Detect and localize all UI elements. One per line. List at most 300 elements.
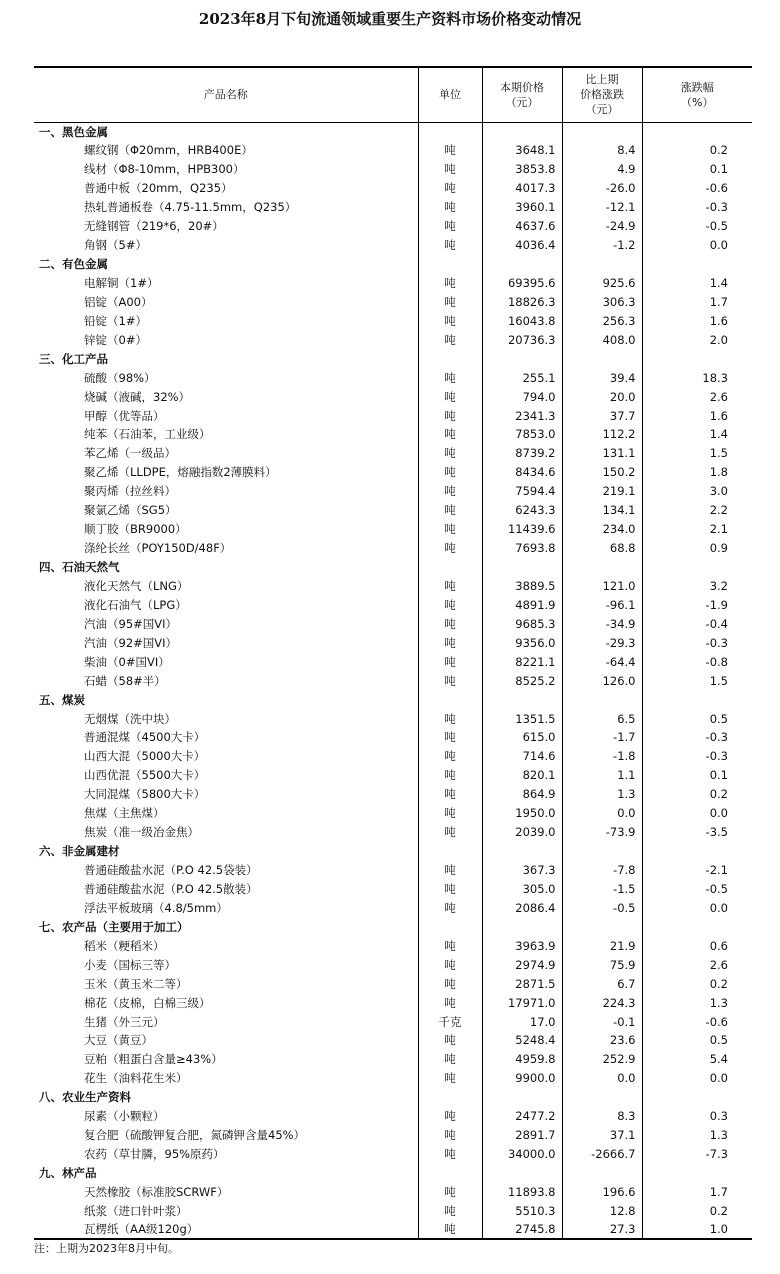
unit-cell: 吨 — [418, 1183, 482, 1202]
table-row — [34, 595, 752, 614]
table-row — [34, 330, 752, 349]
unit-cell: 吨 — [418, 425, 482, 444]
table-row — [34, 614, 752, 633]
unit-cell: 吨 — [418, 955, 482, 974]
current-price: 794.0 — [482, 387, 562, 406]
product-name: 汽油（92#国VI） — [84, 635, 178, 650]
empty-cell — [482, 842, 562, 861]
price-change: 224.3 — [562, 993, 642, 1012]
table-row — [34, 1201, 752, 1220]
price-change: 121.0 — [562, 577, 642, 596]
price-change: 252.9 — [562, 1050, 642, 1069]
table-row — [34, 993, 752, 1012]
current-price: 5510.3 — [482, 1201, 562, 1220]
unit-cell: 吨 — [418, 292, 482, 311]
table-header-row — [34, 67, 752, 122]
price-change: -2666.7 — [562, 1145, 642, 1164]
unit-cell: 吨 — [418, 595, 482, 614]
table-body — [34, 122, 752, 1239]
unit-cell: 吨 — [418, 766, 482, 785]
table-row — [34, 274, 752, 293]
unit-cell: 吨 — [418, 671, 482, 690]
change-percent: 1.4 — [642, 425, 752, 444]
unit-cell: 吨 — [418, 633, 482, 652]
unit-cell: 吨 — [418, 1126, 482, 1145]
current-price: 4959.8 — [482, 1050, 562, 1069]
price-change: 27.3 — [562, 1220, 642, 1239]
product-name: 铅锭（1#） — [84, 313, 147, 328]
empty-cell — [482, 690, 562, 709]
table-row — [34, 766, 752, 785]
current-price: 3963.9 — [482, 936, 562, 955]
category-name: 九、林产品 — [39, 1166, 97, 1181]
current-price: 8739.2 — [482, 444, 562, 463]
unit-cell: 吨 — [418, 444, 482, 463]
unit-cell: 吨 — [418, 1220, 482, 1239]
empty-cell — [482, 558, 562, 577]
change-percent: -0.5 — [642, 217, 752, 236]
table-row — [34, 1145, 752, 1164]
price-change: 75.9 — [562, 955, 642, 974]
product-name: 瓦楞纸（AA级120g） — [34, 1220, 418, 1239]
unit-cell: 吨 — [418, 406, 482, 425]
price-change: -7.8 — [562, 861, 642, 880]
change-percent: -0.8 — [642, 652, 752, 671]
price-change: 20.0 — [562, 387, 642, 406]
change-percent: -0.3 — [642, 747, 752, 766]
current-price: 11893.8 — [482, 1183, 562, 1202]
empty-cell — [562, 349, 642, 368]
table-row — [34, 1069, 752, 1088]
table-row — [34, 861, 752, 880]
current-price: 2341.3 — [482, 406, 562, 425]
empty-cell — [562, 255, 642, 274]
table-row — [34, 198, 752, 217]
price-change: -64.4 — [562, 652, 642, 671]
current-price: 8525.2 — [482, 671, 562, 690]
current-price: 3853.8 — [482, 160, 562, 179]
product-name: 大同混煤（5800大卡） — [84, 787, 206, 802]
empty-cell — [418, 842, 482, 861]
empty-cell — [418, 558, 482, 577]
price-table — [34, 66, 752, 1240]
current-price: 6243.3 — [482, 501, 562, 520]
change-percent: 18.3 — [642, 368, 752, 387]
change-percent: -1.9 — [642, 595, 752, 614]
current-price: 17.0 — [482, 1012, 562, 1031]
unit-cell: 吨 — [418, 179, 482, 198]
unit-cell: 吨 — [418, 330, 482, 349]
unit-cell: 吨 — [418, 501, 482, 520]
change-percent: -0.3 — [642, 728, 752, 747]
header-line: （元） — [585, 103, 619, 117]
change-percent: 0.2 — [642, 141, 752, 160]
change-percent: 0.5 — [642, 709, 752, 728]
unit-cell: 吨 — [418, 198, 482, 217]
empty-cell — [418, 122, 482, 141]
table-row — [34, 955, 752, 974]
unit-cell: 吨 — [418, 274, 482, 293]
table-row — [34, 823, 752, 842]
current-price: 2039.0 — [482, 823, 562, 842]
current-price: 4036.4 — [482, 236, 562, 255]
table-row — [34, 444, 752, 463]
price-change: 112.2 — [562, 425, 642, 444]
unit-cell: 吨 — [418, 482, 482, 501]
product-name: 铝锭（A00） — [84, 294, 153, 309]
product-name: 涤纶长丝（POY150D/48F） — [84, 541, 232, 556]
empty-cell — [642, 690, 752, 709]
current-price: 9356.0 — [482, 633, 562, 652]
price-change: -24.9 — [562, 217, 642, 236]
product-name: 农药（草甘膦，95%原药） — [84, 1147, 225, 1162]
change-percent: 0.3 — [642, 1107, 752, 1126]
change-percent: 1.7 — [642, 292, 752, 311]
price-change: -12.1 — [562, 198, 642, 217]
product-name: 普通中板（20mm，Q235） — [84, 181, 233, 196]
table-row — [34, 292, 752, 311]
header-change-percent — [642, 67, 752, 122]
unit-cell: 吨 — [418, 898, 482, 917]
table-row — [34, 520, 752, 539]
change-percent: 1.7 — [642, 1183, 752, 1202]
current-price: 8434.6 — [482, 463, 562, 482]
change-percent: 2.6 — [642, 387, 752, 406]
product-name: 聚氯乙烯（SG5） — [84, 503, 177, 518]
change-percent: 0.2 — [642, 785, 752, 804]
empty-cell — [482, 122, 562, 141]
empty-cell — [418, 349, 482, 368]
change-percent: 0.0 — [642, 236, 752, 255]
price-change: 408.0 — [562, 330, 642, 349]
current-price: 714.6 — [482, 747, 562, 766]
current-price: 4017.3 — [482, 179, 562, 198]
table-row — [34, 804, 752, 823]
unit-cell: 吨 — [418, 311, 482, 330]
change-percent: 0.0 — [642, 898, 752, 917]
empty-cell — [562, 558, 642, 577]
price-change: 6.5 — [562, 709, 642, 728]
table-row — [34, 1050, 752, 1069]
change-percent: 0.6 — [642, 936, 752, 955]
change-percent: 1.4 — [642, 274, 752, 293]
product-name: 普通混煤（4500大卡） — [84, 730, 206, 745]
empty-cell — [642, 255, 752, 274]
unit-cell: 吨 — [418, 936, 482, 955]
table-row — [34, 217, 752, 236]
price-change: 196.6 — [562, 1183, 642, 1202]
table-row — [34, 406, 752, 425]
product-name: 玉米（黄玉米二等） — [84, 976, 188, 991]
product-name: 液化天然气（LNG） — [84, 578, 189, 593]
product-name: 聚乙烯（LLDPE，熔融指数2薄膜料） — [84, 465, 277, 480]
current-price: 9685.3 — [482, 614, 562, 633]
change-percent: -2.1 — [642, 861, 752, 880]
page-title: 2023年8月下旬流通领域重要生产资料市场价格变动情况 — [198, 10, 582, 28]
table-row — [34, 671, 752, 690]
change-percent: -3.5 — [642, 823, 752, 842]
category-row — [34, 842, 752, 861]
unit-cell: 吨 — [418, 160, 482, 179]
unit-cell: 吨 — [418, 709, 482, 728]
price-change: -1.5 — [562, 880, 642, 899]
table-row — [34, 577, 752, 596]
unit-cell: 吨 — [418, 993, 482, 1012]
empty-cell — [642, 122, 752, 141]
table-row — [34, 1126, 752, 1145]
price-change: -26.0 — [562, 179, 642, 198]
product-name: 稻米（粳稻米） — [84, 938, 165, 953]
price-change: -73.9 — [562, 823, 642, 842]
current-price: 11439.6 — [482, 520, 562, 539]
empty-cell — [418, 1164, 482, 1183]
change-percent: -0.6 — [642, 1012, 752, 1031]
change-percent: 3.0 — [642, 482, 752, 501]
current-price: 255.1 — [482, 368, 562, 387]
current-price: 5248.4 — [482, 1031, 562, 1050]
header-line: （%） — [681, 95, 714, 109]
product-name: 浮法平板玻璃（4.8/5mm） — [84, 900, 228, 915]
price-change: 21.9 — [562, 936, 642, 955]
empty-cell — [642, 349, 752, 368]
change-percent: 0.1 — [642, 766, 752, 785]
table-row — [34, 880, 752, 899]
category-name: 四、石油天然气 — [39, 560, 120, 575]
product-name: 苯乙烯（一级品） — [84, 446, 176, 461]
product-name: 热轧普通板卷（4.75-11.5mm，Q235） — [84, 200, 297, 215]
table-row — [34, 311, 752, 330]
unit-cell: 吨 — [418, 823, 482, 842]
product-name: 天然橡胶（标准胶SCRWF） — [84, 1184, 229, 1199]
price-change: 306.3 — [562, 292, 642, 311]
empty-cell — [482, 255, 562, 274]
price-change: 6.7 — [562, 974, 642, 993]
empty-cell — [642, 842, 752, 861]
table-row — [34, 1012, 752, 1031]
product-name: 豆粕（粗蛋白含量≥43%） — [84, 1052, 223, 1067]
category-name: 八、农业生产资料 — [39, 1090, 131, 1105]
empty-cell — [418, 917, 482, 936]
category-name: 五、煤炭 — [39, 692, 85, 707]
change-percent: 0.9 — [642, 539, 752, 558]
product-name: 棉花（皮棉，白棉三级） — [84, 995, 211, 1010]
unit-cell: 吨 — [418, 747, 482, 766]
product-name: 生猪（外三元） — [84, 1014, 165, 1029]
table-row — [34, 652, 752, 671]
price-change: 925.6 — [562, 274, 642, 293]
price-change: 0.0 — [562, 1069, 642, 1088]
change-percent: 0.5 — [642, 1031, 752, 1050]
header-price-change — [562, 67, 642, 122]
table-row — [34, 1107, 752, 1126]
current-price: 3960.1 — [482, 198, 562, 217]
product-name: 普通硅酸盐水泥（P.O 42.5散装） — [84, 881, 258, 896]
header-line: 价格涨跌 — [580, 88, 624, 102]
product-name: 烧碱（液碱，32%） — [84, 389, 191, 404]
product-name: 山西优混（5500大卡） — [84, 768, 206, 783]
price-change: -0.5 — [562, 898, 642, 917]
current-price: 18826.3 — [482, 292, 562, 311]
table-row — [34, 709, 752, 728]
unit-cell: 吨 — [418, 236, 482, 255]
table-row — [34, 482, 752, 501]
header-line: 涨跌幅 — [680, 80, 714, 94]
empty-cell — [562, 917, 642, 936]
product-name: 柴油（0#国VI） — [84, 654, 170, 669]
product-name: 花生（油料花生米） — [84, 1071, 188, 1086]
unit-cell: 吨 — [418, 577, 482, 596]
current-price: 7853.0 — [482, 425, 562, 444]
unit-cell: 吨 — [418, 1050, 482, 1069]
price-change: 23.6 — [562, 1031, 642, 1050]
table-row — [34, 633, 752, 652]
empty-cell — [482, 1088, 562, 1107]
price-change: 12.8 — [562, 1201, 642, 1220]
product-name: 无缝钢管（219*6，20#） — [84, 219, 224, 234]
header-product-name: 产品名称 — [34, 67, 418, 122]
table-row — [34, 501, 752, 520]
empty-cell — [562, 1164, 642, 1183]
current-price: 367.3 — [482, 861, 562, 880]
current-price: 4637.6 — [482, 217, 562, 236]
empty-cell — [418, 255, 482, 274]
price-change: 234.0 — [562, 520, 642, 539]
table-row — [34, 387, 752, 406]
product-name: 甲醇（优等品） — [84, 408, 165, 423]
category-name: 七、农产品（主要用于加工） — [39, 919, 189, 934]
unit-cell: 吨 — [418, 785, 482, 804]
table-row — [34, 141, 752, 160]
price-change: 126.0 — [562, 671, 642, 690]
current-price: 16043.8 — [482, 311, 562, 330]
current-price: 305.0 — [482, 880, 562, 899]
product-name: 大豆（黄豆） — [84, 1033, 153, 1048]
current-price: 820.1 — [482, 766, 562, 785]
category-name: 六、非金属建材 — [39, 844, 120, 859]
category-row — [34, 255, 752, 274]
product-name: 焦炭（准一级冶金焦） — [84, 825, 199, 840]
empty-cell — [642, 917, 752, 936]
category-row — [34, 349, 752, 368]
product-name: 尿素（小颗粒） — [84, 1109, 165, 1124]
product-name: 小麦（国标三等） — [84, 957, 176, 972]
empty-cell — [562, 842, 642, 861]
table-row — [34, 936, 752, 955]
table-row — [34, 179, 752, 198]
category-row — [34, 690, 752, 709]
category-row — [34, 558, 752, 577]
unit-cell: 吨 — [418, 880, 482, 899]
price-change: 4.9 — [562, 160, 642, 179]
unit-cell: 吨 — [418, 539, 482, 558]
category-row — [34, 1164, 752, 1183]
product-name: 焦煤（主焦煤） — [84, 806, 165, 821]
unit-cell: 吨 — [418, 217, 482, 236]
table-row — [34, 728, 752, 747]
product-name: 石蜡（58#半） — [84, 673, 166, 688]
current-price: 1950.0 — [482, 804, 562, 823]
price-change: 39.4 — [562, 368, 642, 387]
category-row — [34, 122, 752, 141]
table-row — [34, 747, 752, 766]
change-percent: 1.0 — [642, 1220, 752, 1239]
category-name: 一、黑色金属 — [39, 124, 108, 139]
current-price: 7594.4 — [482, 482, 562, 501]
empty-cell — [418, 1088, 482, 1107]
price-change: 0.0 — [562, 804, 642, 823]
price-change: -0.1 — [562, 1012, 642, 1031]
header-line: （元） — [505, 95, 539, 109]
price-change: 8.3 — [562, 1107, 642, 1126]
empty-cell — [482, 349, 562, 368]
price-change: -34.9 — [562, 614, 642, 633]
table-row — [34, 785, 752, 804]
current-price: 2086.4 — [482, 898, 562, 917]
header-line: 比上期 — [585, 73, 619, 87]
change-percent: -0.4 — [642, 614, 752, 633]
price-change: -29.3 — [562, 633, 642, 652]
unit-cell: 吨 — [418, 1031, 482, 1050]
current-price: 864.9 — [482, 785, 562, 804]
current-price: 2477.2 — [482, 1107, 562, 1126]
product-name: 顺丁胶（BR9000） — [84, 522, 187, 537]
current-price: 34000.0 — [482, 1145, 562, 1164]
header-line: 本期价格 — [500, 80, 544, 94]
product-name: 无烟煤（洗中块） — [84, 711, 176, 726]
change-percent: 0.2 — [642, 1201, 752, 1220]
price-change: 37.1 — [562, 1126, 642, 1145]
unit-cell: 吨 — [418, 804, 482, 823]
category-row — [34, 1088, 752, 1107]
change-percent: 0.0 — [642, 804, 752, 823]
change-percent: 0.1 — [642, 160, 752, 179]
change-percent: 2.2 — [642, 501, 752, 520]
empty-cell — [418, 690, 482, 709]
change-percent: -0.5 — [642, 880, 752, 899]
change-percent: 1.5 — [642, 671, 752, 690]
table-row — [34, 539, 752, 558]
unit-cell: 吨 — [418, 728, 482, 747]
current-price: 1351.5 — [482, 709, 562, 728]
price-change: -1.8 — [562, 747, 642, 766]
change-percent: 5.4 — [642, 1050, 752, 1069]
change-percent: 1.8 — [642, 463, 752, 482]
table-row — [34, 1031, 752, 1050]
unit-cell: 千克 — [418, 1012, 482, 1031]
price-change: -96.1 — [562, 595, 642, 614]
table-row — [34, 974, 752, 993]
category-name: 三、化工产品 — [39, 351, 108, 366]
empty-cell — [562, 122, 642, 141]
unit-cell: 吨 — [418, 387, 482, 406]
empty-cell — [562, 1088, 642, 1107]
product-name: 线材（Φ8-10mm，HPB300） — [84, 162, 245, 177]
empty-cell — [642, 558, 752, 577]
product-name: 液化石油气（LPG） — [84, 597, 187, 612]
unit-cell: 吨 — [418, 1145, 482, 1164]
change-percent: 3.2 — [642, 577, 752, 596]
current-price: 2745.8 — [482, 1220, 562, 1239]
change-percent: 0.0 — [642, 1069, 752, 1088]
product-name: 电解铜（1#） — [84, 275, 159, 290]
unit-cell: 吨 — [418, 1201, 482, 1220]
current-price: 4891.9 — [482, 595, 562, 614]
current-price: 17971.0 — [482, 993, 562, 1012]
price-change: 68.8 — [562, 539, 642, 558]
current-price: 8221.1 — [482, 652, 562, 671]
current-price: 69395.6 — [482, 274, 562, 293]
price-change: 8.4 — [562, 141, 642, 160]
